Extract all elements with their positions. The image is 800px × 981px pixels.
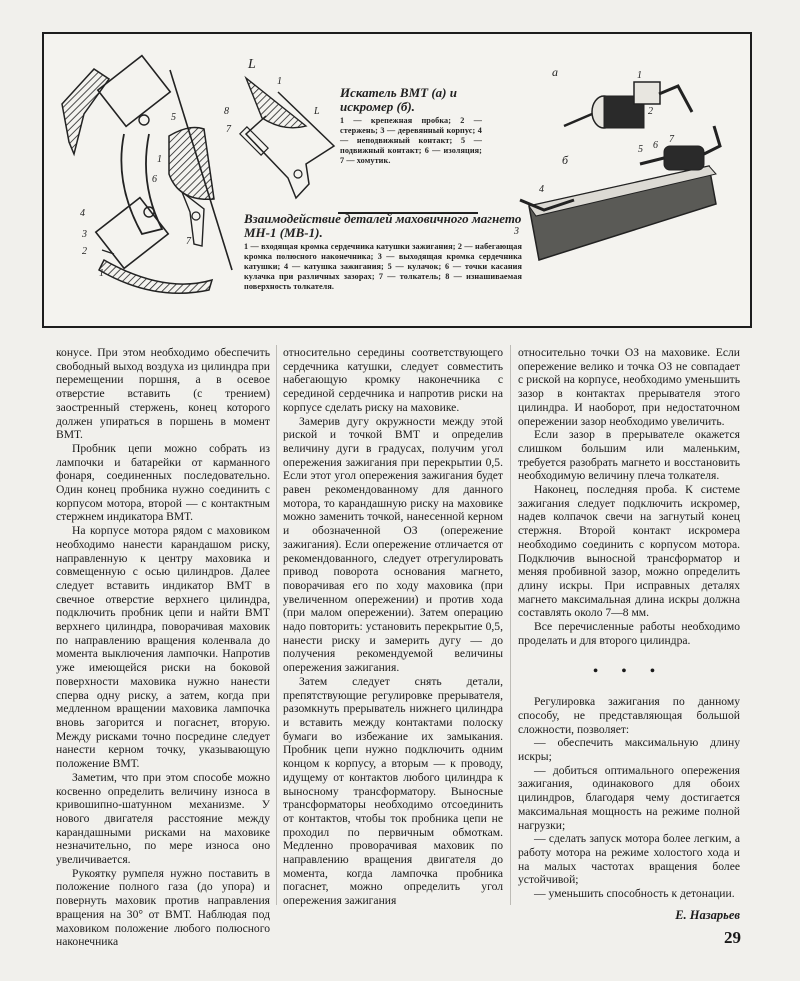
author-signature: Е. Назарьев	[675, 907, 740, 922]
svg-text:7: 7	[669, 134, 674, 145]
paragraph: конусе. При этом необходимо обеспечить свободный выход воздуха из цилиндра при перемещении поршня, а в осевое отверстие вставить (с трением) заостренный стержень, конец которого должен упираться в поршень в момент ВМТ.	[56, 346, 270, 442]
caption-title: Взаимодействие деталей маховичного магнето МН-1 (МВ-1).	[244, 211, 522, 240]
caption-legend: 1 — крепежная пробка; 2 — стержень; 3 — деревянный корпус; 4 — неподвижный контакт; 5 — подвижный контакт; 6 — изоляция; 7 — хомутик.	[340, 116, 482, 165]
caption-legend: 1 — входящая кромка сердечника катушки зажигания; 2 — набегающая кромка полюсного наконечника; 3 — выходящая кромка сердечника катушки; 4 — катушка зажигания; 5 — кулачок; 6 — точки касания кулачка при различных зазорах; 7 — толкатель; 8 — изнашиваемая поверхность толкателя.	[244, 242, 522, 291]
illustration-panel	[42, 32, 752, 328]
text-column-1	[56, 346, 270, 949]
svg-text:8: 8	[224, 106, 229, 117]
paragraph: Рукоятку румпеля нужно поставить в положение полного газа (до упора) и повернуть маховик против направления вращения на 30° от ВМТ. Наблюдая под маховиком положение любого полюсного наконечника	[56, 866, 270, 949]
svg-text:4: 4	[539, 184, 544, 195]
svg-text:L: L	[248, 57, 256, 72]
svg-text:6: 6	[152, 174, 157, 185]
svg-text:2: 2	[648, 106, 653, 117]
svg-text:4: 4	[80, 208, 85, 219]
column-divider	[276, 345, 277, 905]
svg-text:3: 3	[82, 229, 87, 240]
paragraph: На корпусе мотора рядом с маховиком необходимо нанести карандашом риску, направленную к центру маховика и совмещенную с осью цилиндров. Далее следует вставить индикатор ВМТ в свечное отверстие верхнего цилиндра, подключить пробник цепи и найти ВМТ верхнего цилиндра, поворачивая маховик по направлению вращения коленвала до момента выключения лампочки. Напротив уже имеющейся риски на боковой поверхности маховика нужно нанести сперва одну риску, а затем, когда при медленном вращении маховика лампочка вновь загорится и погаснет, вторую. Между рисками точно посредине следует нанести керном точку, указывающую положение ВМТ.	[56, 524, 270, 771]
svg-text:а: а	[552, 65, 558, 79]
paragraph: Пробник цепи можно собрать из лампочки и батарейки от карманного фонаря, соединенных последовательно. Один конец пробника нужно соединить с корпусом мотора, второй — с контактным стержнем индикатора ВМТ.	[56, 441, 270, 524]
paragraph: Заметим, что при этом способе можно косвенно определить величину износа в кривошипно-шатунном механизме. У нового двигателя расстояние между карандашными рисками на маховике незначительно, по мере износа оно увеличивается.	[56, 770, 270, 867]
text-column-3	[518, 346, 740, 922]
column-divider	[510, 345, 511, 905]
list-item: — сделать запуск мотора более легким, а работу мотора на режиме холостого хода и на малых частотах вращения более устойчивой;	[518, 832, 740, 887]
paragraph: Затем следует снять детали, препятствующие регулировке прерывателя, разомкнуть прерыватель нижнего цилиндра и вставить между контактами полоску бумаги во избежание их замыкания. Пробник цепи нужно подключить одним концом к корпусу, а вторым — к проводу, идущему от контактов любого цилиндра к выносному трансформатору. Выносные трансформаторы необходимо отсоединить от контактов, чтобы ток пробника цепи не проходил по первичным обмоткам. Медленно проворачивая маховик по направлению вращения двигателя до момента, когда лампочка пробника погаснет, можно определить угол опережения зажигания	[283, 674, 503, 908]
svg-text:1: 1	[157, 154, 162, 165]
spark-gauge-drawing	[520, 126, 720, 260]
paragraph: Замерив дугу окружности между этой риской и точкой ВМТ и определив величину дуги в градусах, получим угол опережения зажигания при перекрытии 0,5. Если этот угол опережения зажигания будет равен рекомендованному для данного мотора, то карандашную риску на маховике можно заменить точкой, нанесенной керном и обозначенной ОЗ (опережение зажигания). Если опережение отличается от рекомендованного, следует отрегулировать привод поворота основания магнето, поворачивая его по ходу маховика (при увеличенном опережении) и против хода (при малом опережении). Затем операцию надо повторить: установить перекрытие 0,5, нанести риску и замерить дугу — до получения рекомендуемой величины опережения зажигания.	[283, 414, 503, 675]
svg-text:5: 5	[638, 144, 643, 155]
tdc-finder-drawing	[564, 82, 692, 128]
svg-text:7: 7	[226, 124, 231, 135]
paragraph: Если зазор в прерывателе окажется слишком большим или маленьким, требуется разобрать магнето и восстановить необходимую величину плеча толкателя.	[518, 428, 740, 483]
svg-text:б: б	[562, 153, 569, 167]
svg-text:6: 6	[653, 140, 658, 151]
svg-text:5: 5	[171, 112, 176, 123]
svg-text:L: L	[314, 106, 320, 117]
svg-text:3: 3	[514, 226, 519, 237]
paragraph: Наконец, последняя проба. К системе зажигания следует подключить искромер, надев колпачок свечи на загнутый конец стержня. Второй контакт искромера необходимо соединить с корпусом мотора. Подключив выносной трансформатор и меняя пробивной зазор, можно определить длину искры. При исправных деталях магнето максимальная длина искры должна составлять около 7—8 мм.	[518, 483, 740, 620]
figure-caption-tdc-finder	[340, 86, 482, 166]
svg-text:1: 1	[637, 70, 642, 81]
svg-text:1: 1	[277, 76, 282, 87]
svg-text:1: 1	[99, 268, 104, 279]
caption-title: Искатель ВМТ (а) и искромер (б).	[340, 85, 457, 114]
paragraph: относительно точки ОЗ на маховике. Если опережение велико и точка ОЗ не совпадает с риской на корпусе, необходимо уменьшить зазор в контактах прерывателя этого цилиндра. И наоборот, при недостаточном опережении зазор необходимо увеличить.	[518, 346, 740, 428]
page-number: 29	[724, 928, 741, 947]
svg-text:2: 2	[82, 246, 87, 257]
list-item: — обеспечить максимальную длину искры;	[518, 736, 740, 763]
list-item: — уменьшить способность к детонации.	[534, 887, 735, 901]
section-separator: • • •	[593, 664, 665, 680]
svg-text:7: 7	[186, 236, 191, 247]
figure-caption-magneto	[244, 212, 522, 292]
paragraph: относительно середины соответствующего сердечника катушки, следует совместить набегающую кромку наконечника с серединой сердечника и напротив риски на корпусе сделать риску на маховике.	[283, 346, 503, 414]
text-column-2	[283, 346, 503, 908]
paragraph: Все перечисленные работы необходимо проделать и для второго цилиндра.	[518, 620, 740, 647]
paragraph: Регулировка зажигания по данному способу, не представляющая большой сложности, позволяет:	[518, 695, 740, 736]
list-item: — добиться оптимального опережения зажигания, одинакового для обоих цилиндров, благодаря чему достигается максимальная мощность на режиме полной нагрузки;	[518, 763, 740, 832]
